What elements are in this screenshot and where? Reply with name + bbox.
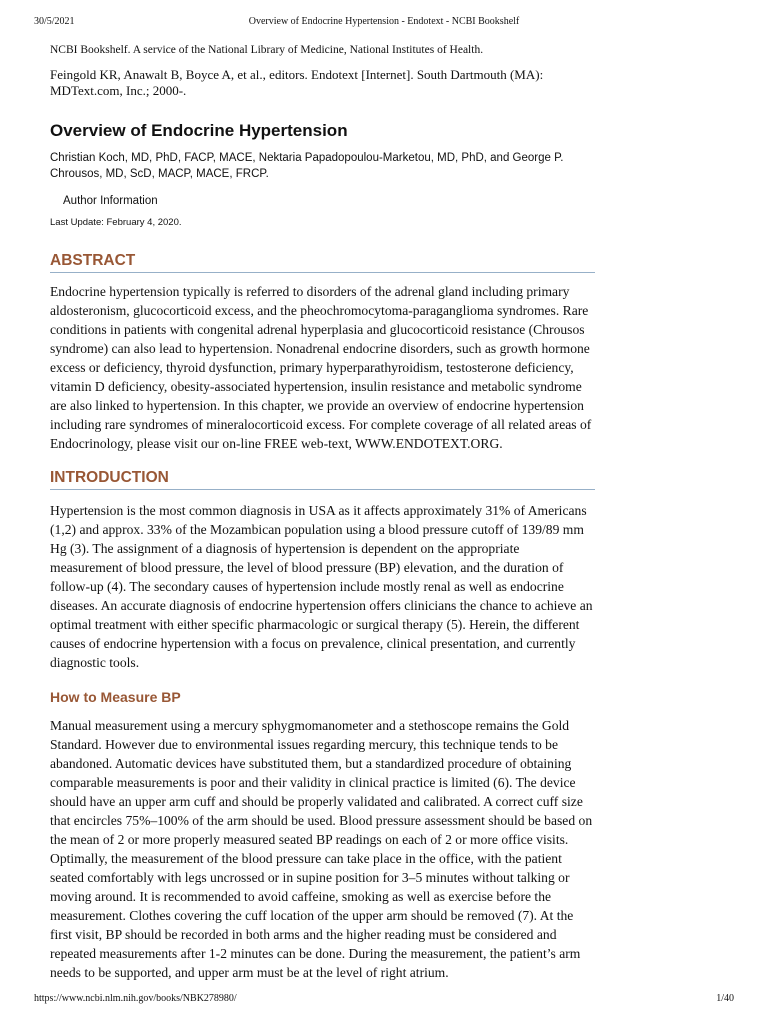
print-header (34, 16, 734, 27)
last-update: Last Update: February 4, 2020. (50, 217, 182, 228)
print-footer (34, 993, 734, 1004)
page-number: 1/40 (716, 993, 734, 1004)
article-content (50, 44, 595, 982)
author-information-toggle[interactable]: Author Information (63, 195, 158, 207)
measure-bp-heading: How to Measure BP (50, 689, 181, 705)
measure-bp-text: Manual measurement using a mercury sphygmomanometer and a stethoscope remains the Gold Standard. However due to environmental issues regarding mercury, this technique tends to be abandoned. Automatic devices have substituted them, but a standardized procedure of obtaining comparable measurements is poor and their validity in clinical practice is limited (6). The device should have an upper arm cuff and should be properly validated and calibrated. A correct cuff size that encircles 75%–100% of the arm should be used. Blood pressure assessment should be based on the mean of 2 or more properly measured seated BP readings on each of 2 or more office visits. Optimally, the measurement of the blood pressure can take place in the office, with the patient seated comfortably with legs uncrossed or in supine position for 3–5 minutes without talking or moving around. It is recommended to avoid caffeine, smoking as well as exercise before the measurement. Clothes covering the cuff location of the upper arm should be removed (7). At the first visit, BP should be recorded in both arms and the higher reading must be considered and repeated measurements after 1-2 minutes can be done. During the measurement, the patient’s arm needs to be supported, and upper arm must be at the level of right atrium. (50, 718, 593, 980)
citation: Feingold KR, Anawalt B, Boyce A, et al., editors. Endotext [Internet]. South Dartmouth (MA): MDText.com, Inc.; 2000-. (50, 67, 544, 98)
bookshelf-notice: NCBI Bookshelf. A service of the National Library of Medicine, National Institutes of Health. (50, 44, 484, 56)
authors: Christian Koch, MD, PhD, FACP, MACE, Nektaria Papadopoulou-Marketou, MD, PhD, and George P. Chrousos, MD, ScD, MACP, MACE, FRCP. (50, 152, 564, 180)
introduction-text: Hypertension is the most common diagnosis in USA as it affects approximately 31% of Americans (1,2) and approx. 33% of the Mozambican population using a blood pressure cutoff of 139/89 mm Hg (3). The assignment of a diagnosis of hypertension is dependent on the appropriate measurement of blood pressure, the level of blood pressure (BP) elevation, and the duration of follow-up (4). The secondary causes of hypertension include mostly renal as well as endocrine diseases. An accurate diagnosis of endocrine hypertension offers clinicians the chance to achieve an optimal treatment with either specific pharmacologic or surgical therapy (5). Herein, the different causes of endocrine hypertension with a focus on prevalence, clinical presentation, and currently diagnostic tools. (50, 503, 593, 670)
introduction-heading: INTRODUCTION (50, 469, 595, 490)
article-title: Overview of Endocrine Hypertension (50, 121, 348, 140)
abstract-heading: ABSTRACT (50, 252, 595, 273)
print-page-title: Overview of Endocrine Hypertension - Endotext - NCBI Bookshelf (248, 16, 520, 27)
page-url: https://www.ncbi.nlm.nih.gov/books/NBK278980/ (34, 993, 237, 1004)
print-date: 30/5/2021 (34, 16, 75, 27)
abstract-text: Endocrine hypertension typically is referred to disorders of the adrenal gland including primary aldosteronism, glucocorticoid excess, and the pheochromocytoma-paraganglioma syndromes. Rare conditions in patients with congenital adrenal hyperplasia and glucocorticoid resistance (Chrousos syndrome) can also lead to hypertension. Nonadrenal endocrine disorders, such as growth hormone excess or deficiency, thyroid dysfunction, primary hyperparathyroidism, testosterone deficiency, vitamin D deficiency, obesity-associated hypertension, insulin resistance and metabolic syndrome are also linked to hypertension. In this chapter, we provide an overview of endocrine hypertension including rare syndromes of mineralocorticoid excess. For complete coverage of all related areas of Endocrinology, please visit our on-line FREE web-text, WWW.ENDOTEXT.ORG. (50, 284, 592, 451)
